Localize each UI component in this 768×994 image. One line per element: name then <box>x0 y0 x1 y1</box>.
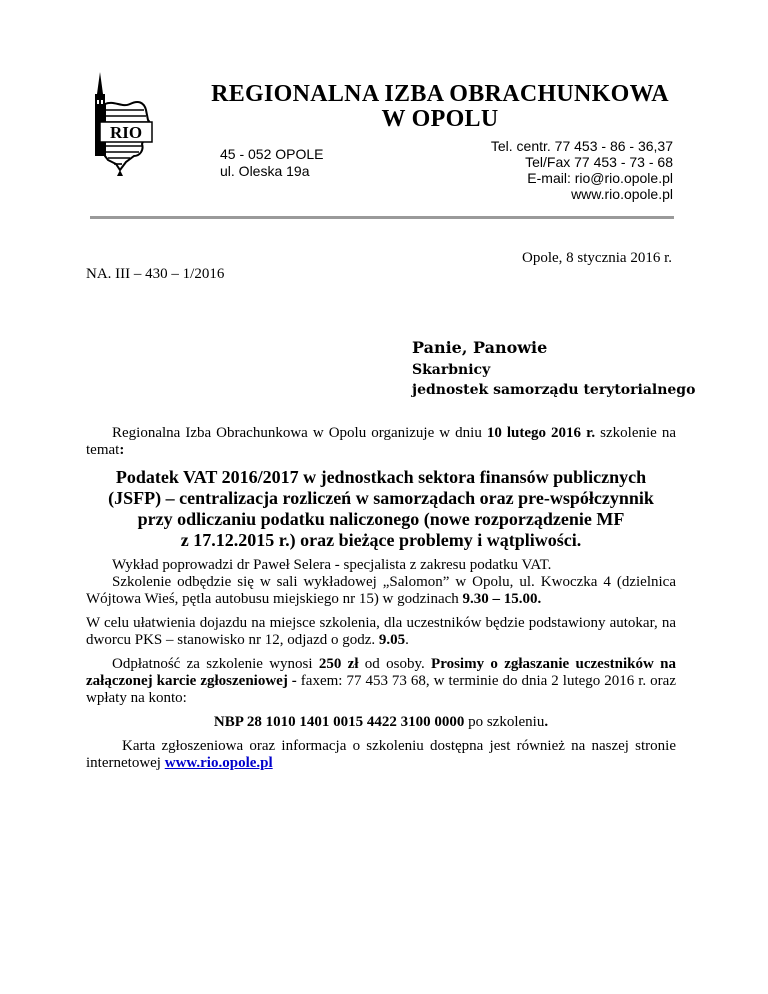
topic-line4: z 17.12.2015 r.) oraz bieżące problemy i wątpliwości. <box>180 530 582 550</box>
letter-date: Opole, 8 stycznia 2016 r. <box>522 250 672 266</box>
venue-paragraph <box>86 574 676 608</box>
training-date: 10 lutego 2016 r. <box>486 425 596 441</box>
bus-text: W celu ułatwienia dojazdu na miejsce szkolenia, dla uczestników będzie podstawiony autokar, na dworcu PKS – stanowisko nr 12, odjazd o godz. <box>86 615 676 648</box>
fee-paragraph <box>86 656 676 707</box>
website-link[interactable]: www.rio.opole.pl <box>164 755 273 771</box>
intro-paragraph <box>86 425 676 459</box>
addressee-line1: Panie, Panowie <box>412 338 548 357</box>
intro-text: Regionalna Izba Obrachunkowa w Opolu organizuje w dniu <box>112 425 487 441</box>
reference-number: NA. III – 430 – 1/2016 <box>86 266 225 282</box>
fee-amount: 250 zł <box>318 656 359 672</box>
training-topic <box>86 467 676 551</box>
account-dot: . <box>544 714 549 730</box>
contact-info <box>491 138 673 202</box>
fee-text-2: od osoby. <box>358 656 432 672</box>
phone-fax: Tel/Fax 77 453 - 73 - 68 <box>525 154 673 170</box>
organization-name <box>180 82 700 132</box>
fee-text-3: faxem: 77 453 73 68, w terminie do dnia 2 lutego 2016 r. oraz wpłaty na konto: <box>86 673 676 706</box>
bus-departure-time: 9.05 <box>378 632 406 648</box>
logo-text: RIO <box>109 123 143 142</box>
addressee-line3: jednostek samorządu terytorialnego <box>412 382 696 398</box>
org-name-line1: REGIONALNA IZBA OBRACHUNKOWA <box>211 81 669 107</box>
website-address: www.rio.opole.pl <box>571 186 673 202</box>
venue-text: Szkolenie odbędzie się w sali wykładowej „Salomon” w Opolu, ul. Kwoczka 4 (dzielnica Wójtowa Wieś, pętla autobusu miejskiego nr 15) w godzinach <box>86 574 676 607</box>
account-paragraph <box>86 714 676 731</box>
rio-logo <box>86 72 160 176</box>
training-hours: 9.30 – 15.00. <box>462 591 542 607</box>
intro-text-end: szkolenie na temat <box>86 425 676 458</box>
addressee-block <box>412 336 695 400</box>
letter-body <box>86 425 676 772</box>
topic-line2: (JSFP) – centralizacja rozliczeń w samorządach oraz pre-współczynnik <box>108 488 654 508</box>
postal-code-city: 45 - 052 OPOLE <box>220 146 324 162</box>
addressee-line2: Skarbnicy <box>412 362 491 378</box>
postal-address <box>220 146 324 180</box>
intro-colon: : <box>119 442 125 458</box>
street-address: ul. Oleska 19a <box>220 163 310 179</box>
bank-account: NBP 28 1010 1401 0015 4422 3100 0000 <box>213 714 465 730</box>
topic-line1: Podatek VAT 2016/2017 w jednostkach sektora finansów publicznych <box>115 467 647 487</box>
rio-logo-icon <box>86 72 160 176</box>
bus-paragraph <box>86 615 676 649</box>
fee-text: Odpłatność za szkolenie wynosi <box>112 656 319 672</box>
account-text: po szkoleniu <box>464 714 545 730</box>
closing-paragraph <box>86 738 676 772</box>
header-divider <box>90 216 674 219</box>
topic-line3: przy odliczaniu podatku naliczonego (nowe rozporządzenie MF <box>137 509 625 529</box>
registration-request: Prosimy o zgłaszanie uczestników na załączonej karcie zgłoszeniowej - <box>86 656 676 689</box>
closing-text: Karta zgłoszeniowa oraz informacja o szkoleniu dostępna jest również na naszej stronie internetowej <box>86 738 676 771</box>
lecturer-paragraph: Wykład poprowadzi dr Paweł Selera - specjalista z zakresu podatku VAT. <box>112 557 552 573</box>
bus-text-end: . <box>405 632 409 648</box>
org-name-line2: W OPOLU <box>381 106 499 132</box>
email-address: E-mail: rio@rio.opole.pl <box>527 170 673 186</box>
phone-central: Tel. centr. 77 453 - 86 - 36,37 <box>490 138 673 154</box>
